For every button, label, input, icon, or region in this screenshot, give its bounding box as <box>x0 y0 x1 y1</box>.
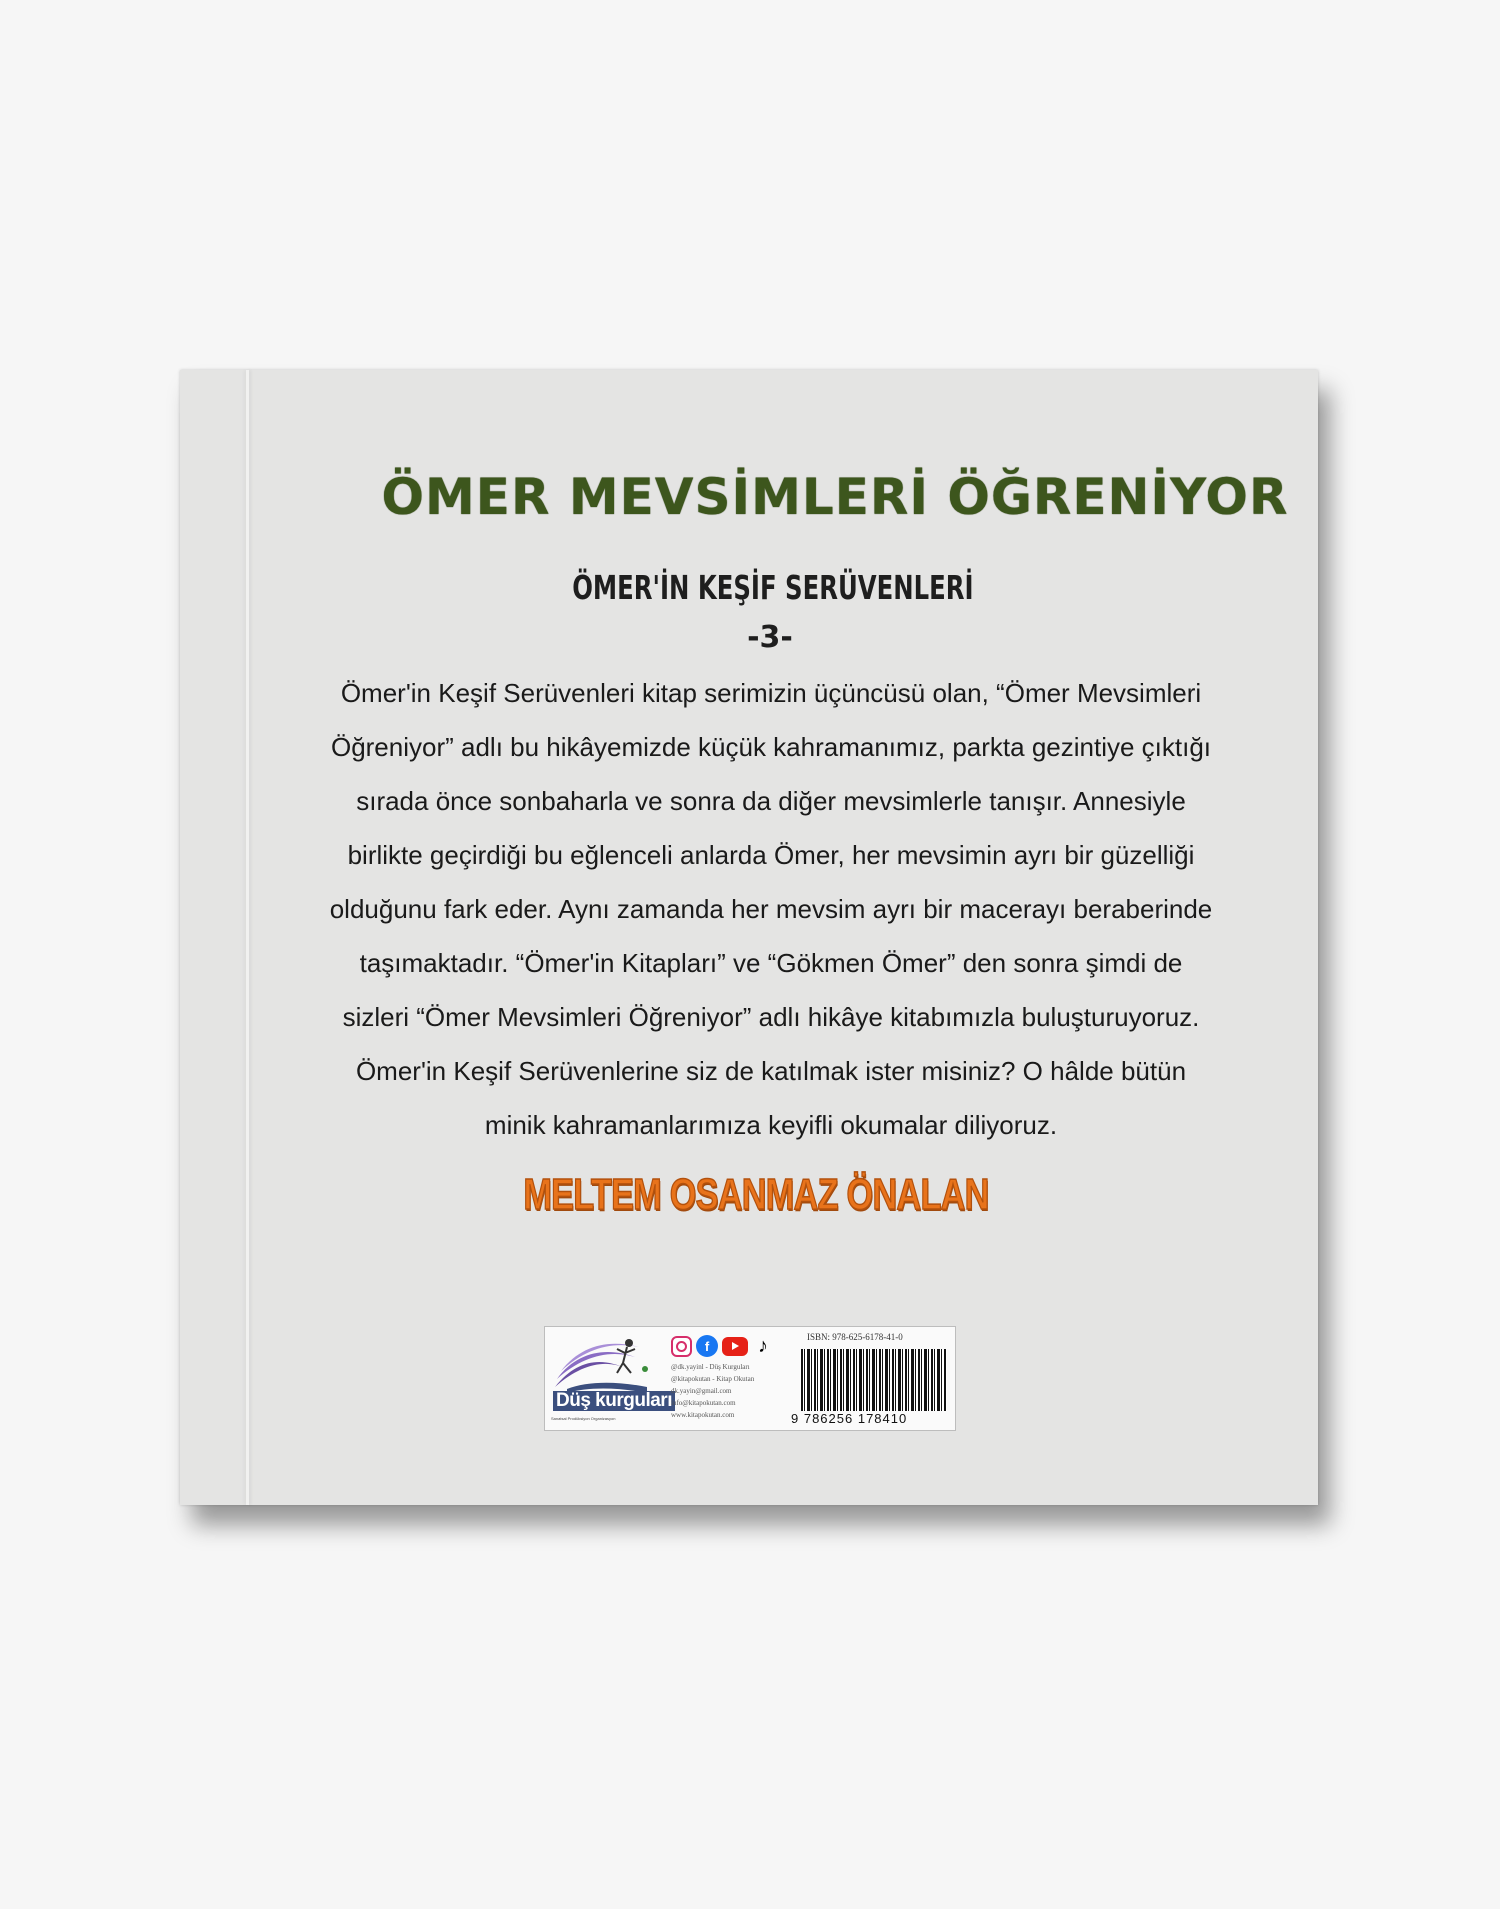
publisher-logo-icon <box>547 1329 669 1399</box>
facebook-icon: f <box>696 1335 718 1357</box>
blurb-line: Öğreniyor” adlı bu hikâyemizde küçük kahramanımız, parkta gezintiye çıktığı <box>330 732 1212 762</box>
contact-line: info@kitapokutan.com <box>671 1399 736 1407</box>
youtube-icon <box>722 1337 748 1356</box>
book-title: ÖMER MEVSİMLERİ ÖĞRENİYOR <box>381 468 1289 526</box>
book-back-cover <box>180 370 1318 1505</box>
social-icons <box>671 1333 789 1359</box>
spine-fold-line <box>246 370 249 1505</box>
author-name: MELTEM OSANMAZ ÖNALAN <box>523 1170 989 1219</box>
publisher-logo <box>547 1329 672 1426</box>
instagram-icon <box>671 1336 692 1357</box>
blurb-line: birlikte geçirdiği bu eğlenceli anlarda Ömer, her mevsimin ayrı bir güzelliği <box>347 840 1195 870</box>
contact-line: www.kitapokutan.com <box>671 1411 735 1419</box>
blurb-line: sizleri “Ömer Mevsimleri Öğreniyor” adlı hikâye kitabımızla buluşturuyoruz. <box>342 1002 1200 1032</box>
contact-line: @kitapokutan - Kitap Okutan <box>671 1375 755 1383</box>
contact-line: @dk.yayinl - Düş Kurguları <box>671 1363 750 1371</box>
series-name: ÖMER'İN KEŞİF SERÜVENLERİ <box>572 568 974 607</box>
blurb-line: sırada önce sonbaharla ve sonra da diğer mevsimlerle tanışır. Annesiyle <box>356 786 1186 816</box>
blurb-text <box>254 666 1288 1152</box>
blurb-line: minik kahramanlarımıza keyifli okumalar diliyoruz. <box>484 1110 1058 1140</box>
publisher-contacts <box>671 1361 789 1421</box>
series-number: -3- <box>747 620 793 655</box>
barcode-digits: 9 786256 178410 <box>791 1411 908 1426</box>
tiktok-icon: ♪ <box>758 1334 768 1357</box>
publisher-logo-text: Düş kurguları <box>553 1391 675 1411</box>
publisher-tagline: Sanatsal Prodüksiyon Organizasyon <box>551 1416 616 1421</box>
blurb-line: Ömer'in Keşif Serüvenleri kitap serimizin üçüncüsü olan, “Ömer Mevsimleri <box>340 678 1202 708</box>
isbn-label: ISBN: 978-625-6178-41-0 <box>807 1332 903 1342</box>
barcode-icon <box>801 1349 947 1411</box>
blurb-line: olduğunu fark eder. Aynı zamanda her mevsim ayrı bir macerayı beraberinde <box>329 894 1213 924</box>
blurb-line: Ömer'in Keşif Serüvenlerine siz de katılmak ister misiniz? O hâlde bütün <box>355 1056 1187 1086</box>
publisher-barcode-box <box>544 1326 956 1431</box>
contact-line: dk.yayin@gmail.com <box>671 1387 732 1395</box>
blurb-line: taşımaktadır. “Ömer'in Kitapları” ve “Gökmen Ömer” den sonra şimdi de <box>359 948 1183 978</box>
